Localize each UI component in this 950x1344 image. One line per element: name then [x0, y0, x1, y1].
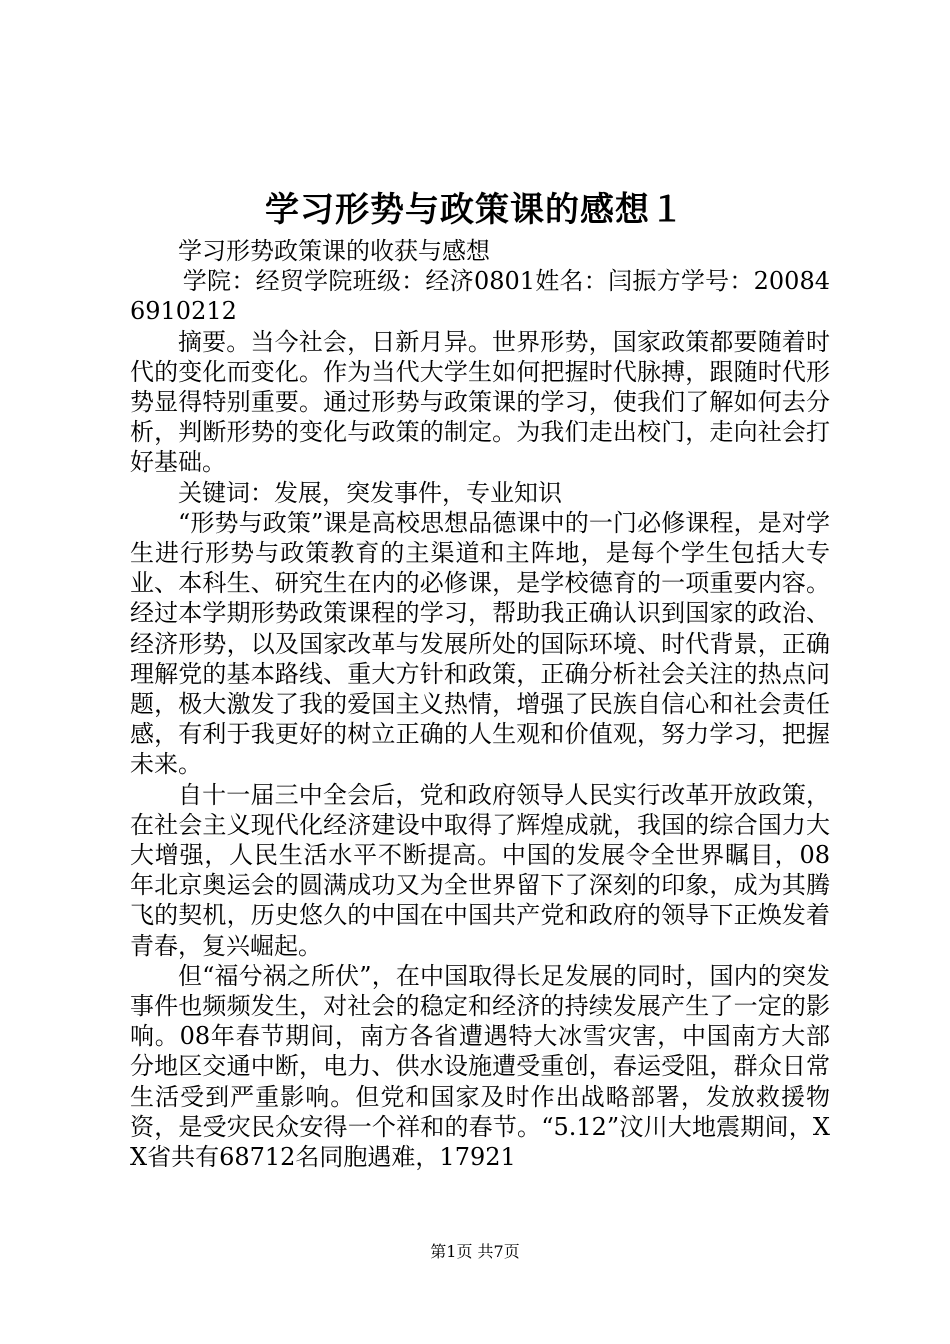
abstract-paragraph: 摘要。当今社会，日新月异。世界形势，国家政策都要随着时代的变化而变化。作为当代大学生如何把握时代脉搏，跟随时代形势显得特别重要。通过形势与政策课的学习，使我们了解如何去分析，判断形势的变化与政策的制定。为我们走出校门，走向社会打好基础。: [130, 327, 830, 477]
body-paragraph: 自十一届三中全会后，党和政府领导人民实行改革开放政策，在社会主义现代化经济建设中取得了辉煌成就，我国的综合国力大大增强，人民生活水平不断提高。中国的发展令全世界瞩目，08年北京奥运会的圆满成功又为全世界留下了深刻的印象，成为其腾飞的契机，历史悠久的中国在中国共产党和政府的领导下正焕发着青春，复兴崛起。: [130, 780, 830, 960]
keywords-paragraph: 关键词：发展，突发事件，专业知识: [178, 478, 562, 507]
document-body: [130, 236, 830, 1172]
body-paragraph: 但“福兮祸之所伏”，在中国取得长足发展的同时，国内的突发事件也频频发生，对社会的稳定和经济的持续发展产生了一定的影响。08年春节期间，南方各省遭遇特大冰雪灾害，中国南方大部分地区交通中断，电力、供水设施遭受重创，春运受阻，群众日常生活受到严重影响。但党和国家及时作出战略部署，发放救援物资，是受灾民众安得一个祥和的春节。“5.12”汶川大地震期间，XX省共有68712名同胞遇难，17921: [130, 961, 830, 1172]
document-title: 学习形势与政策课的感想１: [265, 190, 685, 230]
page-footer: 第1页 共7页: [430, 1242, 520, 1261]
document-subtitle: 学习形势政策课的收获与感想: [178, 237, 490, 265]
author-info-line: 学院：经贸学院班级：经济0801姓名：闫振方学号：200846910212: [130, 267, 830, 326]
body-paragraph: “形势与政策”课是高校思想品德课中的一门必修课程，是对学生进行形势与政策教育的主渠道和主阵地，是每个学生包括大专业、本科生、研究生在内的必修课，是学校德育的一项重要内容。经过本学期形势政策课程的学习，帮助我正确认识到国家的政治、经济形势，以及国家改革与发展所处的国际环境、时代背景，正确理解党的基本路线、重大方针和政策，正确分析社会关注的热点问题，极大激发了我的爱国主义热情，增强了民族自信心和社会责任感，有利于我更好的树立正确的人生观和价值观，努力学习，把握未来。: [130, 508, 830, 779]
